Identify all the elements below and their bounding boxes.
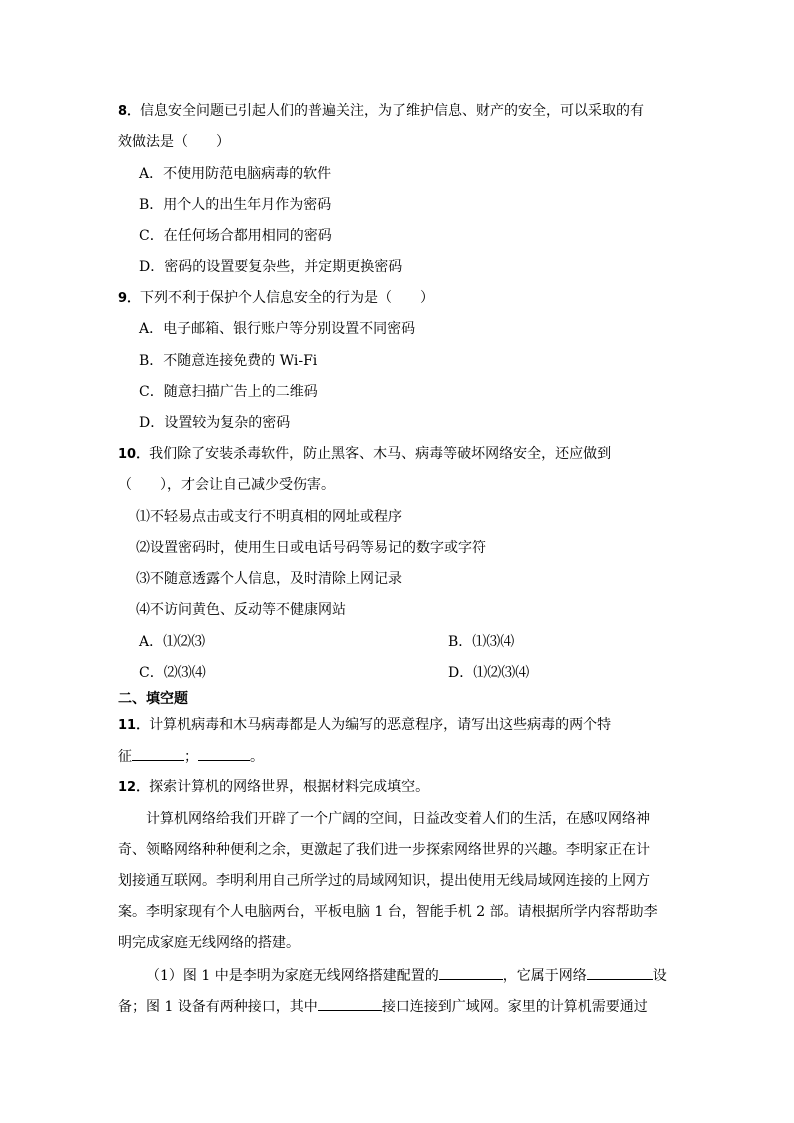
- q11-line2-prefix: 征: [118, 749, 132, 765]
- q12-sub1-line2: [118, 996, 648, 1016]
- q10-item-3: ⑶不随意透露个人信息，及时清除上网记录: [136, 571, 402, 587]
- q12-sub1-text-2: ，它属于网络: [502, 968, 587, 984]
- q10-item-1: ⑴不轻易点击或支行不明真相的网址或程序: [136, 509, 402, 525]
- q10-option-c: C．⑵⑶⑷: [139, 665, 206, 681]
- q11-line2-end: 。: [250, 749, 264, 765]
- q10-stem-line2: （ ），才会让自己减少受伤害。: [118, 477, 335, 493]
- q10-option-b: B．⑴⑶⑷: [448, 634, 515, 650]
- q10-option-a: A．⑴⑵⑶: [139, 634, 206, 650]
- q9-option-a: A．电子邮箱、银行账户等分别设置不同密码: [139, 321, 416, 337]
- q12-sub1-line1: [146, 965, 667, 985]
- q9-option-d: D．设置较为复杂的密码: [139, 415, 291, 431]
- q8-stem-text: 信息安全问题已引起人们的普遍关注，为了维护信息、财产的安全，可以采取的有: [140, 103, 645, 119]
- q12-stem: [118, 777, 429, 797]
- q12-paragraph-line-2: 奇、领略网络种种便利之余，更激起了我们进一步探索网络世界的兴趣。李明家正在计: [118, 842, 650, 858]
- q11-stem-line1: [118, 715, 611, 735]
- q9-stem: [118, 288, 434, 308]
- q9-stem-text: 下列不利于保护个人信息安全的行为是（ ）: [140, 290, 435, 306]
- q9-option-c: C．随意扫描广告上的二维码: [139, 384, 318, 400]
- q10-number: 10．: [118, 447, 150, 462]
- q12-sub1-text-1: （1）图 1 中是李明为家庭无线网络搭建配置的: [146, 968, 439, 984]
- q12-paragraph-line-5: 明完成家庭无线网络的搭建。: [118, 935, 300, 951]
- q12-paragraph-line-3: 划接通互联网。李明利用自己所学过的局域网知识，提出使用无线局域网连接的上网方: [118, 873, 650, 889]
- q10-item-4: ⑷不访问黄色、反动等不健康网站: [136, 602, 346, 618]
- q8-stem-line2: 效做法是（ ）: [118, 134, 230, 150]
- q11-stem-text: 计算机病毒和木马病毒都是人为编写的恶意程序，请写出这些病毒的两个特: [149, 717, 612, 733]
- q12-sub1-blank-1[interactable]: [439, 965, 503, 980]
- q8-option-b: B．用个人的出生年月作为密码: [139, 197, 332, 213]
- q12-sub1-line2-text-1: 备；图 1 设备有两种接口，其中: [118, 999, 318, 1015]
- q12-sub1-blank-2[interactable]: [587, 965, 653, 980]
- q9-number: 9．: [118, 291, 141, 306]
- q12-paragraph-line-4: 案。李明家现有个人电脑两台，平板电脑 1 台，智能手机 2 部。请根据所学内容帮助李: [118, 904, 658, 920]
- q11-line2-sep: ；: [184, 749, 198, 765]
- section-title-fill-in: 二、填空题: [118, 691, 188, 707]
- q12-number: 12．: [118, 780, 150, 795]
- q11-number: 11．: [118, 718, 150, 733]
- q10-stem-text: 我们除了安装杀毒软件，防止黑客、木马、病毒等破坏网络安全，还应做到: [149, 446, 612, 462]
- q8-stem-line1: [118, 101, 644, 121]
- q12-paragraph-line-1: 计算机网络给我们开辟了一个广阔的空间，日益改变着人们的生活，在感叹网络神: [146, 811, 650, 827]
- q12-sub1-line2-text-2: 接口连接到广域网。家里的计算机需要通过: [381, 999, 648, 1015]
- q8-option-a: A．不使用防范电脑病毒的软件: [139, 166, 332, 182]
- q12-stem-text: 探索计算机的网络世界，根据材料完成填空。: [149, 779, 430, 795]
- q12-sub1-text-3: 设: [652, 968, 667, 984]
- q11-stem-line2: [118, 746, 264, 766]
- q11-blank-2[interactable]: [198, 746, 250, 761]
- q8-number: 8．: [118, 104, 141, 119]
- q12-sub1-blank-3[interactable]: [318, 996, 382, 1011]
- q10-item-2: ⑵设置密码时，使用生日或电话号码等易记的数字或字符: [136, 540, 486, 556]
- q8-option-c: C．在任何场合都用相同的密码: [139, 228, 332, 244]
- q9-option-b: B．不随意连接免费的 Wi-Fi: [139, 353, 318, 369]
- q10-option-d: D．⑴⑵⑶⑷: [448, 665, 530, 681]
- q10-stem-line1: [118, 444, 611, 464]
- q8-option-d: D．密码的设置要复杂些，并定期更换密码: [139, 259, 403, 275]
- q11-blank-1[interactable]: [132, 746, 184, 761]
